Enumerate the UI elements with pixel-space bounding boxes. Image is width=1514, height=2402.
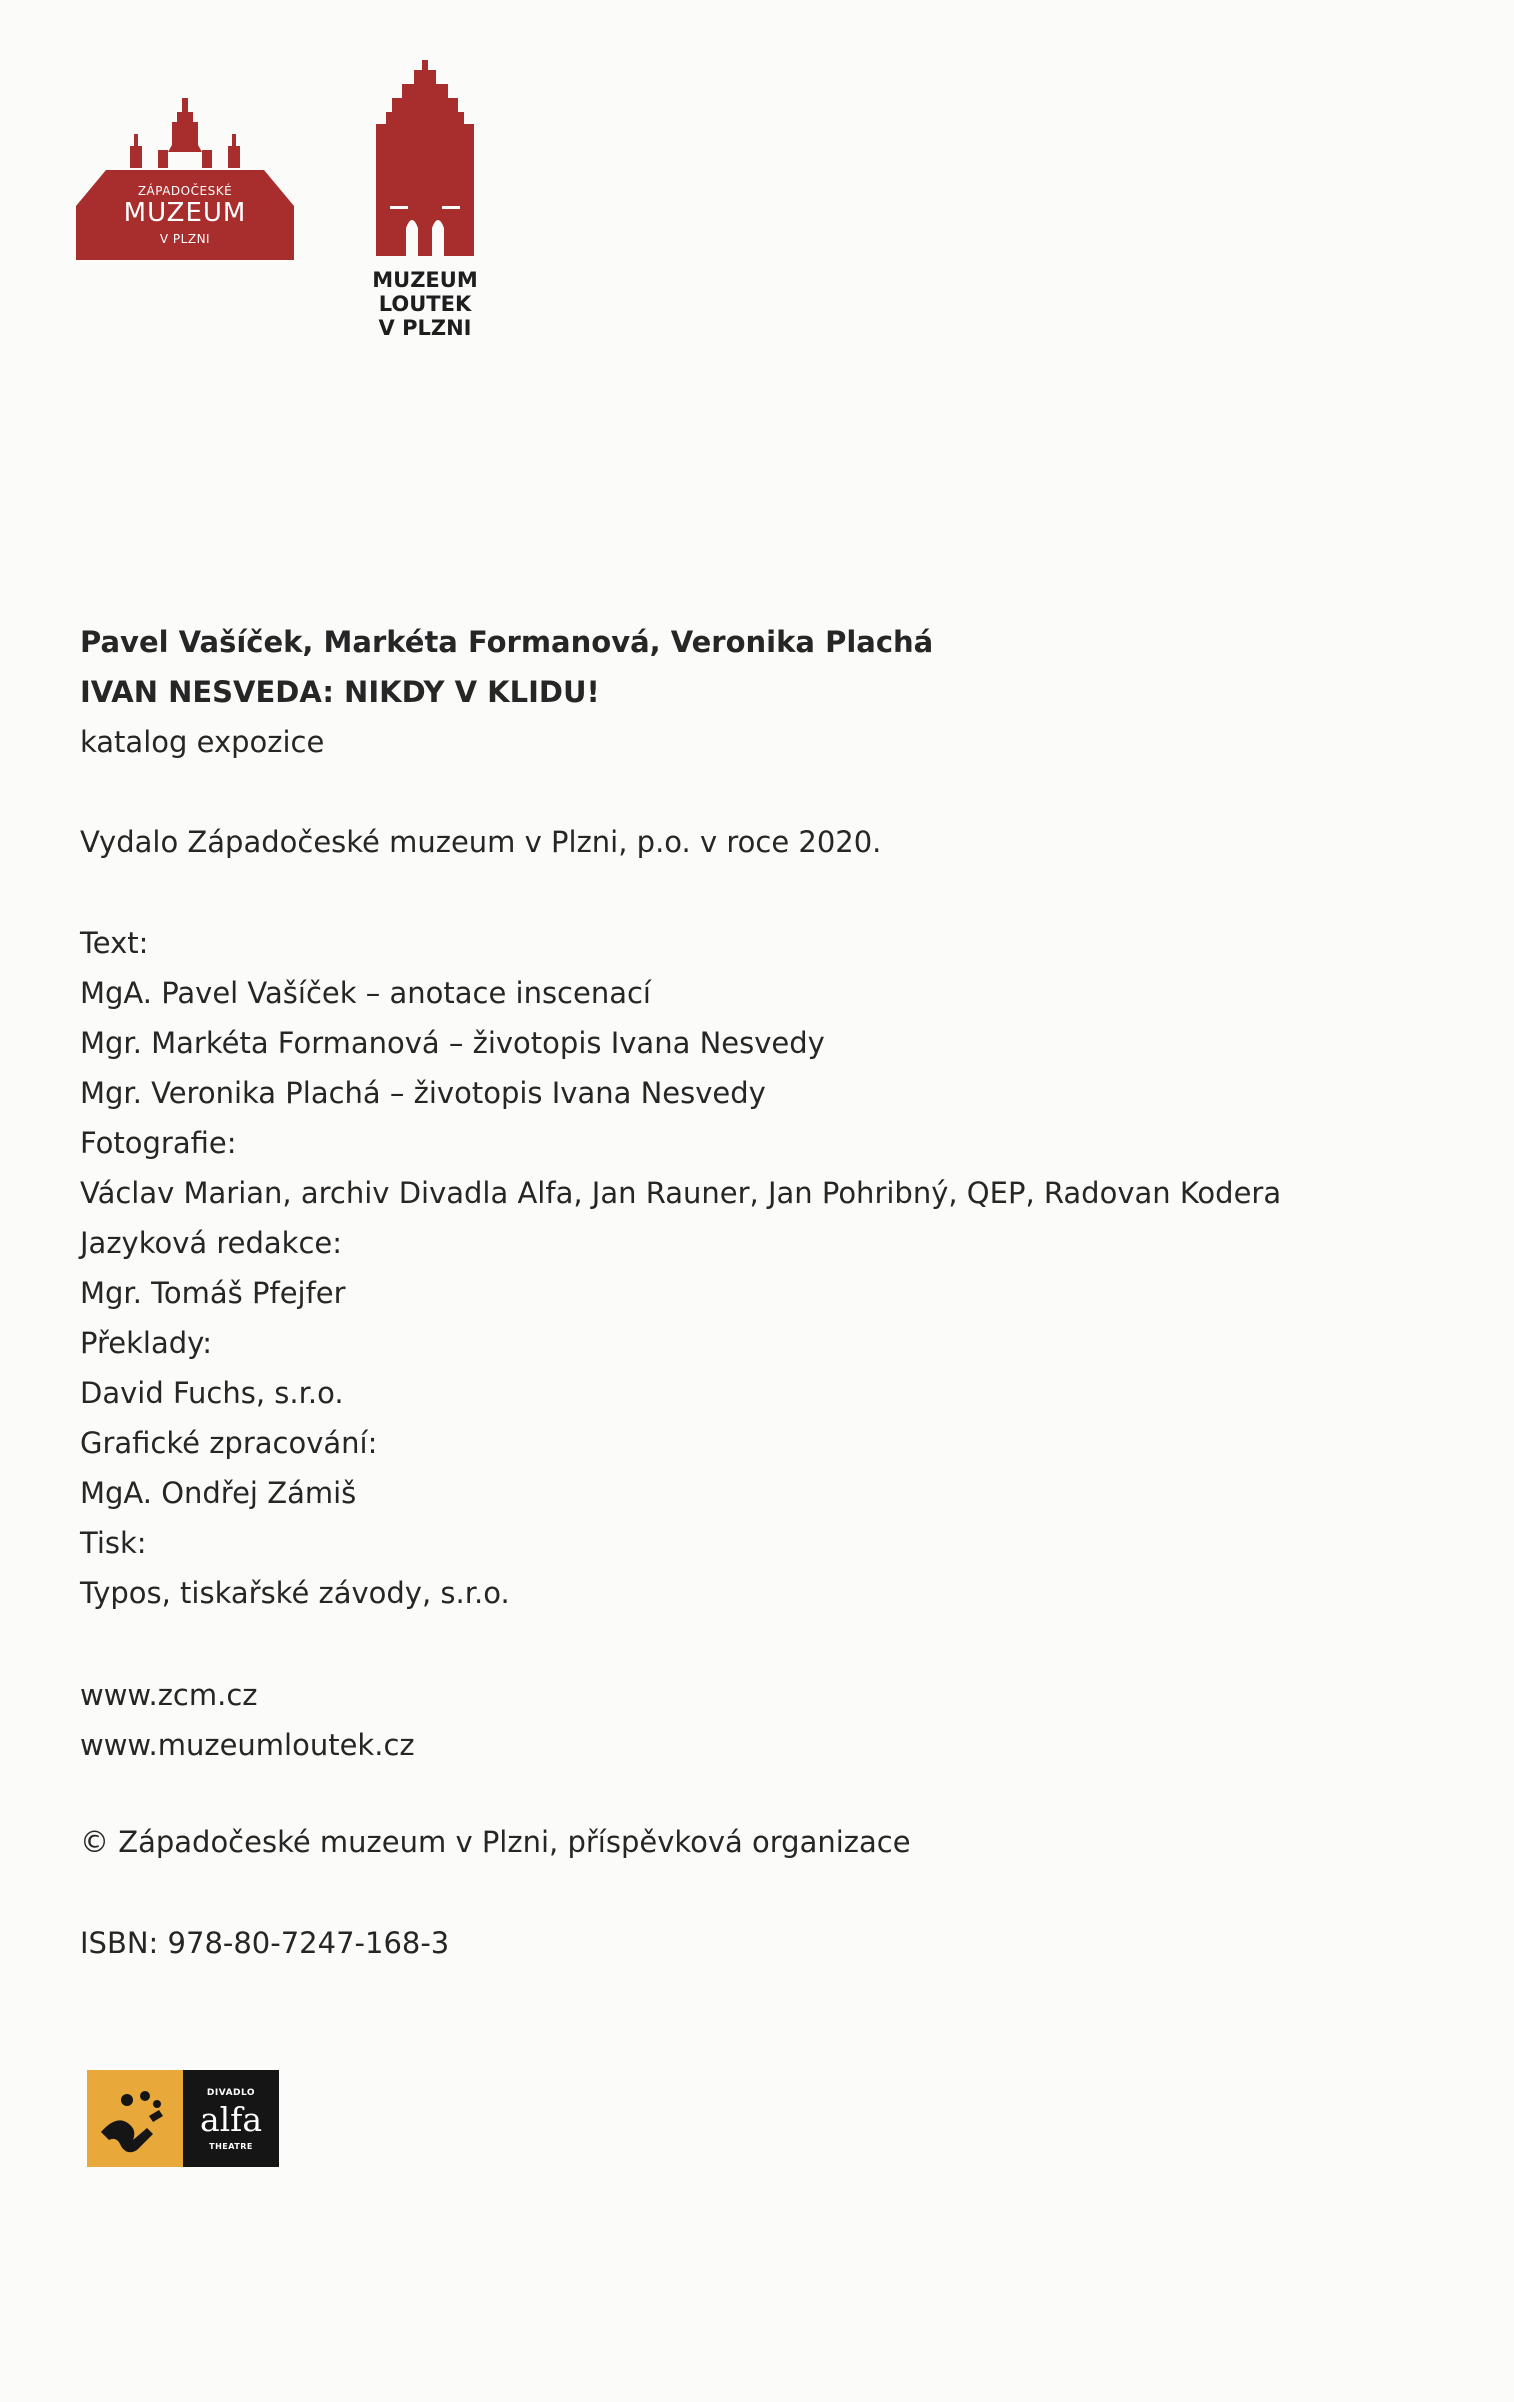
book-subtitle: katalog expozice xyxy=(80,725,325,759)
book-title: IVAN NESVEDA: NIKDY V KLIDU! xyxy=(80,675,600,709)
credit-line: David Fuchs, s.r.o. xyxy=(80,1376,344,1410)
isbn-block xyxy=(80,1918,1460,1968)
credit-line: Mgr. Markéta Formanová – životopis Ivana Nesvedy xyxy=(80,1026,825,1060)
copyright-line: © Západočeské muzeum v Plzni, příspěvková organizace xyxy=(80,1825,911,1859)
muzeum-loutek-caption xyxy=(360,268,490,340)
muzeum-loutek-logo xyxy=(372,60,478,256)
puppet-figure-icon xyxy=(87,2070,183,2167)
credit-line: Typos, tiskařské závody, s.r.o. xyxy=(80,1576,510,1610)
credit-line: Text: xyxy=(80,926,149,960)
credit-line: Václav Marian, archiv Divadla Alfa, Jan Rauner, Jan Pohribný, QEP, Radovan Kodera xyxy=(80,1176,1282,1210)
alfa-main-label: alfa xyxy=(199,2100,263,2139)
loutek-caption-line3: V PLZNI xyxy=(378,316,472,340)
credit-line: MgA. Pavel Vašíček – anotace inscenací xyxy=(80,976,651,1010)
alfa-top-label: DIVADLO xyxy=(206,2088,256,2098)
website-link-muzeumloutek[interactable]: www.muzeumloutek.cz xyxy=(80,1728,415,1762)
title-block xyxy=(80,617,1460,767)
isbn-line: ISBN: 978-80-7247-168-3 xyxy=(80,1926,450,1960)
alfa-emblem xyxy=(87,2070,183,2167)
loutek-caption-line2: LOUTEK xyxy=(378,292,472,316)
zcm-logo xyxy=(76,98,294,260)
zcm-logo-line1: ZÁPADOČESKÉ xyxy=(137,184,233,198)
publisher-line: Vydalo Západočeské muzeum v Plzni, p.o. v roce 2020. xyxy=(80,825,882,859)
copyright-block xyxy=(80,1817,1460,1867)
credit-line: Tisk: xyxy=(80,1526,147,1560)
zcm-logo-line3: V PLZNI xyxy=(159,232,211,246)
websites-block xyxy=(80,1670,1460,1770)
website-link-zcm[interactable]: www.zcm.cz xyxy=(80,1678,258,1712)
credit-line: MgA. Ondřej Zámiš xyxy=(80,1476,357,1510)
loutek-caption-line1: MUZEUM xyxy=(372,268,478,292)
credit-line: Fotografie: xyxy=(80,1126,237,1160)
tower-icon xyxy=(372,60,478,256)
publisher-block xyxy=(80,817,1460,867)
alfa-bottom-label: THEATRE xyxy=(209,2142,253,2151)
zcm-logo-line2: MUZEUM xyxy=(123,198,247,228)
credit-line: Překlady: xyxy=(80,1326,212,1360)
credit-line: Grafické zpracování: xyxy=(80,1426,378,1460)
credit-line: Mgr. Veronika Plachá – životopis Ivana Nesvedy xyxy=(80,1076,766,1110)
alfa-wordmark xyxy=(183,2070,279,2167)
authors: Pavel Vašíček, Markéta Formanová, Veronika Plachá xyxy=(80,625,934,659)
divadlo-alfa-logo xyxy=(87,2070,279,2167)
credit-line: Jazyková redakce: xyxy=(80,1226,343,1260)
credit-line: Mgr. Tomáš Pfejfer xyxy=(80,1276,346,1310)
credits-block xyxy=(80,918,1460,1618)
